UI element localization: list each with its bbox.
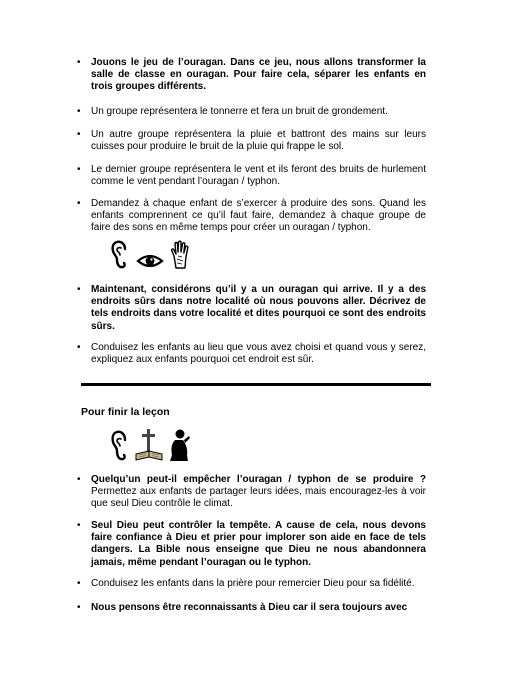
closing-icons xyxy=(110,428,192,466)
item-text: Un autre groupe représentera la pluie et battront des mains sur leurs cuisses pour produire le bruit de la pluie qui frappe le sol. xyxy=(91,129,426,153)
list-item xyxy=(77,284,426,333)
list-item xyxy=(77,474,426,511)
hand-icon xyxy=(170,240,190,274)
item-bold-text: Seul Dieu peut contrôler la tempête. A cause de cela, nous devons faire confiance à Dieu et prier pour implorer son aide en face de tels dangers. La Bible nous enseigne que Dieu ne nous abandonnera jamais, même pendant l’ouragan ou le typhon. xyxy=(91,520,426,568)
list-item xyxy=(77,342,426,366)
activity-icons xyxy=(110,240,190,274)
list-item xyxy=(77,578,426,590)
list-item xyxy=(77,164,426,188)
item-text: Le dernier groupe représentera le vent et ils feront des bruits de hurlement comme le vent pendant l’ouragan / typhon. xyxy=(91,164,426,188)
item-text: Un groupe représentera le tonnerre et fera un bruit de grondement. xyxy=(91,106,388,117)
bullet: • xyxy=(77,342,81,353)
item-text: Demandez à chaque enfant de s’exercer à produire des sons. Quand les enfants comprennent ce qu’il faut faire, demandez à chaque groupe de faire des sons en même temps pour créer un ouragan / typhon. xyxy=(91,198,426,234)
item-bold-text: Jouons le jeu de l’ouragan. Dans ce jeu, nous allons transformer la salle de classe en ouragan. Pour faire cela, séparer les enfants en trois groupes différents. xyxy=(91,57,426,93)
eye-icon xyxy=(136,252,164,274)
bullet: • xyxy=(77,129,81,140)
item-text: Conduisez les enfants au lieu que vous avez choisi et quand vous y serez, expliquez aux enfants pourquoi cet endroit est sûr. xyxy=(91,342,426,366)
item-bold-text: Nous pensons être reconnaissants à Dieu car il sera toujours avec xyxy=(91,602,408,613)
list-item xyxy=(77,129,426,153)
section-divider xyxy=(81,383,431,386)
ear-icon xyxy=(110,430,130,466)
list-item xyxy=(77,198,426,235)
item-bold-text: Quelqu’un peut-il empêcher l’ouragan / typhon de se produire ? xyxy=(91,474,426,485)
bullet: • xyxy=(77,520,81,531)
bullet: • xyxy=(77,164,81,175)
list-item xyxy=(77,57,426,94)
list-item xyxy=(77,106,426,118)
cross-bible-icon xyxy=(134,428,164,466)
list-item xyxy=(77,520,426,569)
bullet: • xyxy=(77,474,81,485)
praying-person-icon xyxy=(168,428,192,466)
ear-icon xyxy=(110,240,130,274)
item-text: Conduisez les enfants dans la prière pour remercier Dieu pour sa fidélité. xyxy=(91,578,415,589)
item-text: Permettez aux enfants de partager leurs idées, mais encouragez-les à voir que seul Dieu contrôle le climat. xyxy=(91,486,426,510)
bullet: • xyxy=(77,602,81,613)
bullet: • xyxy=(77,106,81,117)
bullet: • xyxy=(77,198,81,209)
section-heading: Pour finir la leçon xyxy=(81,406,170,418)
bullet: • xyxy=(77,57,81,68)
bullet: • xyxy=(77,578,81,589)
list-item xyxy=(77,602,426,614)
bullet: • xyxy=(77,284,81,295)
item-bold-text: Maintenant, considérons qu’il y a un ouragan qui arrive. Il y a des endroits sûrs dans notre localité où nous pouvons aller. Décrivez de tels endroits dans votre localité et dites pourquoi ce sont des endroits sûrs. xyxy=(91,284,426,332)
